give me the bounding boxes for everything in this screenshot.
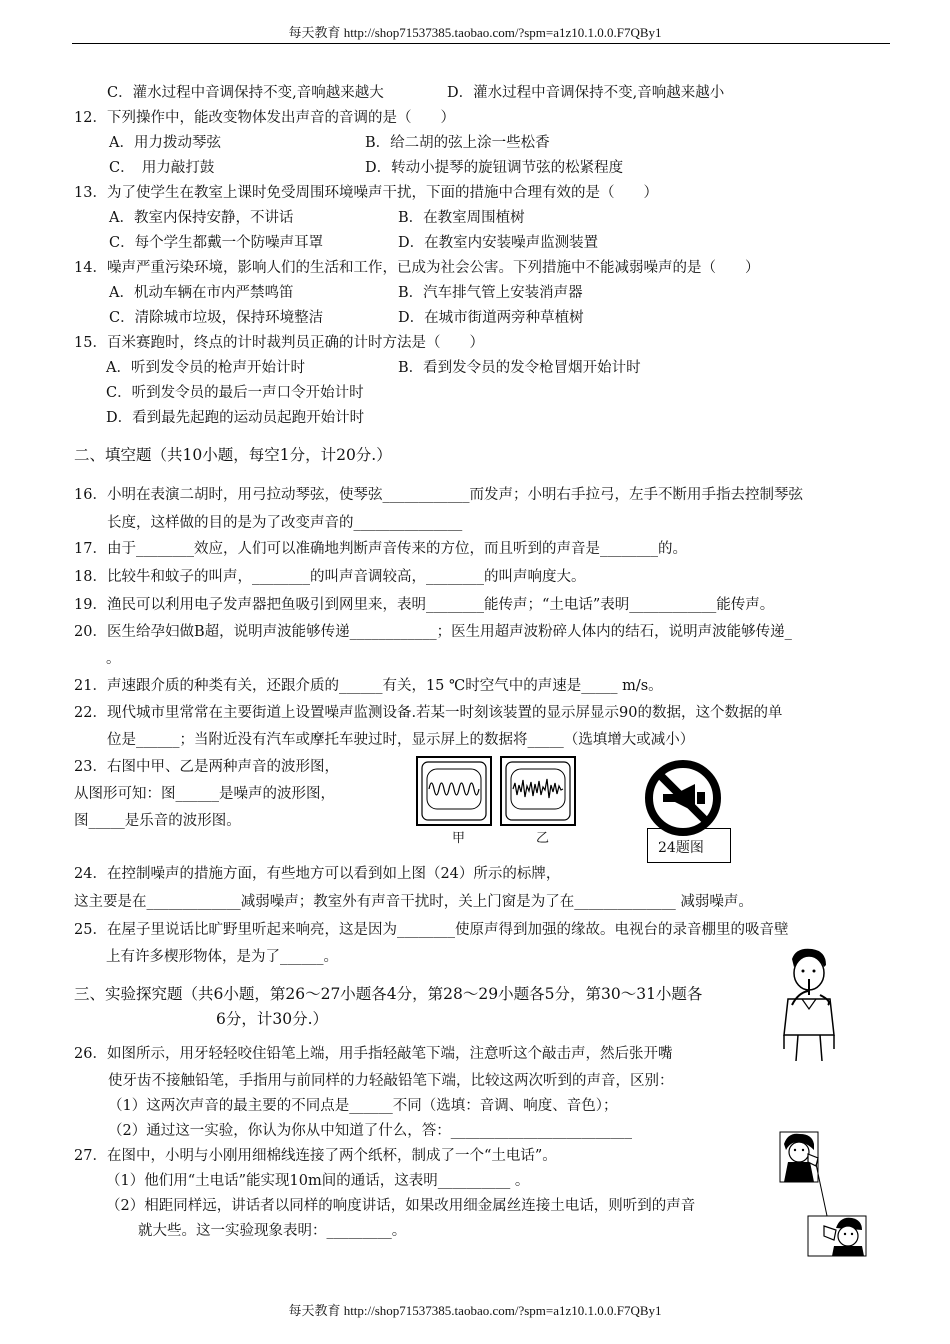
q25-line-1: 25．在屋子里说话比旷野里听起来响亮，这是因为________使原声得到加强的缘故。电视台的录音棚里的吸音壁 [74, 922, 789, 938]
header-rule [72, 43, 890, 44]
q22-line-1: 22．现代城市里常常在主要街道上设置噪声监测设备.若某一时刻该装置的显示屏显示90的数据，这个数据的单 [74, 705, 783, 721]
q16-line-1: 16．小明在表演二胡时，用弓拉动琴弦，使琴弦____________而发声；小明右手拉弓，左手不断用手指去控制琴弦 [74, 487, 803, 503]
q13-option-b: B．在教室周围植树 [398, 210, 525, 226]
q13-option-d: D．在教室内安装噪声监测装置 [398, 235, 599, 251]
q14-option-d: D．在城市街道两旁种草植树 [398, 310, 584, 326]
q12-option-c: C． 用力敲打鼓 [109, 160, 215, 176]
q27-line-4: 就大些。这一实验现象表明：_________。 [138, 1223, 407, 1239]
q21: 21．声速跟介质的种类有关，还跟介质的______有关，15 ℃时空气中的声速是_____ m/s。 [74, 678, 663, 694]
q27-line-2: （1）他们用“土电话”能实现10m间的通话，这表明__________ 。 [106, 1173, 530, 1189]
figure-label-jia: 甲 [452, 831, 466, 846]
q22-line-2: 位是______；当附近没有汽车或摩托车驶过时，显示屏上的数据将_____（选填增大或减小） [107, 732, 695, 748]
q13-option-c: C．每个学生都戴一个防噪声耳罩 [109, 235, 324, 251]
q20-line-1: 20．医生给孕妇做B超，说明声波能够传递____________；医生用超声波粉碎人体内的结石，说明声波能够传递_ [74, 624, 792, 640]
q15-option-c: C．听到发令员的最后一声口令开始计时 [106, 385, 364, 401]
q15-option-b: B．看到发令员的发令枪冒烟开始计时 [398, 360, 641, 376]
q12-option-a: A．用力拨动琴弦 [109, 135, 221, 151]
q23-line-1: 23．右图中甲、乙是两种声音的波形图， [74, 759, 339, 775]
q18: 18．比较牛和蚊子的叫声，________的叫声音调较高，________的叫声响度大。 [74, 569, 586, 585]
q27-line-1: 27．在图中，小明与小刚用细棉线连接了两个纸杯，制成了一个“土电话”。 [74, 1148, 557, 1164]
q25-line-2: 上有许多楔形物体，是为了______。 [106, 949, 338, 965]
q14-option-a: A．机动车辆在市内严禁鸣笛 [109, 285, 294, 301]
string-telephone-illustration [778, 1130, 870, 1258]
section-3-heading-line-1: 三、实验探究题（共6小题，第26～27小题各4分，第28～29小题各5分，第30～31小题各 [74, 985, 703, 1003]
q11-option-c: C．灌水过程中音调保持不变,音响越来越大 [107, 85, 384, 101]
q12-option-d: D．转动小提琴的旋钮调节弦的松紧程度 [365, 160, 624, 176]
q15-stem: 15．百米赛跑时，终点的计时裁判员正确的计时方法是（ ） [74, 335, 484, 351]
figure-24-caption: 24题图 [658, 840, 704, 856]
q14-option-c: C．清除城市垃圾，保持环境整洁 [109, 310, 324, 326]
q17: 17．由于________效应，人们可以准确地判断声音传来的方位，而且听到的声音是________的。 [74, 541, 687, 557]
q24-line-2: 这主要是在_____________减弱噪声；教室外有声音干扰时，关上门窗是为了在______________ 减弱噪声。 [74, 894, 753, 910]
q11-option-d: D．灌水过程中音调保持不变,音响越来越小 [447, 85, 725, 101]
q12-stem: 12．下列操作中，能改变物体发出声音的音调的是（ ） [74, 110, 455, 126]
q26-line-2: 使牙齿不接触铅笔，手指用与前同样的力轻敲铅笔下端，比较这两次听到的声音，区别： [108, 1073, 674, 1089]
q12-option-b: B．给二胡的弦上涂一些松香 [365, 135, 550, 151]
q13-stem: 13．为了使学生在教室上课时免受周围环境噪声干扰，下面的措施中合理有效的是（ ） [74, 185, 658, 201]
q14-stem: 14．噪声严重污染环境，影响人们的生活和工作，已成为社会公害。下列措施中不能减弱噪声的是（ ） [74, 260, 760, 276]
q26-line-1: 26．如图所示，用牙轻轻咬住铅笔上端，用手指轻敲笔下端，注意听这个敲击声，然后张开嘴 [74, 1046, 673, 1062]
q26-line-3: （1）这两次声音的最主要的不同点是______不同（选填：音调、响度、音色）； [108, 1098, 618, 1114]
q16-line-2: 长度，这样做的目的是为了改变声音的_______________ [107, 515, 463, 531]
q24-line-1: 24．在控制噪声的措施方面，有些地方可以看到如上图（24）所示的标牌， [74, 866, 561, 882]
q14-option-b: B．汽车排气管上安装消声器 [398, 285, 583, 301]
page-header: 每天教育 http://shop71537385.taobao.com/?spm=a1z10.1.0.0.F7QBy1 [288, 25, 662, 40]
no-horn-sign-icon [643, 758, 723, 838]
q13-option-a: A．教室内保持安静，不讲话 [109, 210, 294, 226]
q15-option-a: A．听到发令员的枪声开始计时 [106, 360, 305, 376]
figure-24-caption-box [647, 828, 731, 863]
q26-line-4: （2）通过这一实验，你认为你从中知道了什么，答：_________________________ [108, 1123, 632, 1139]
q23-line-3: 图_____是乐音的波形图。 [74, 813, 241, 829]
q19: 19．渔民可以利用电子发声器把鱼吸引到网里来，表明________能传声；“土电话”表明____________能传声。 [74, 597, 775, 613]
page-footer: 每天教育 http://shop71537385.taobao.com/?spm=a1z10.1.0.0.F7QBy1 [288, 1303, 662, 1318]
section-3-heading-line-2: 6分，计30分.） [216, 1010, 329, 1028]
q15-option-d: D．看到最先起跑的运动员起跑开始计时 [106, 410, 365, 426]
section-2-heading: 二、填空题（共10小题，每空1分，计20分.） [74, 446, 392, 464]
q27-line-3: （2）相距同样远，讲话者以同样的响度讲话，如果改用细金属丝连接土电话，则听到的声音 [106, 1198, 696, 1214]
boy-biting-pencil-illustration [768, 945, 848, 1063]
q20-line-2: 。 [106, 651, 121, 667]
waveform-figures [415, 755, 577, 827]
figure-label-yi: 乙 [536, 831, 550, 846]
q23-line-2: 从图形可知：图______是噪声的波形图， [74, 786, 335, 802]
